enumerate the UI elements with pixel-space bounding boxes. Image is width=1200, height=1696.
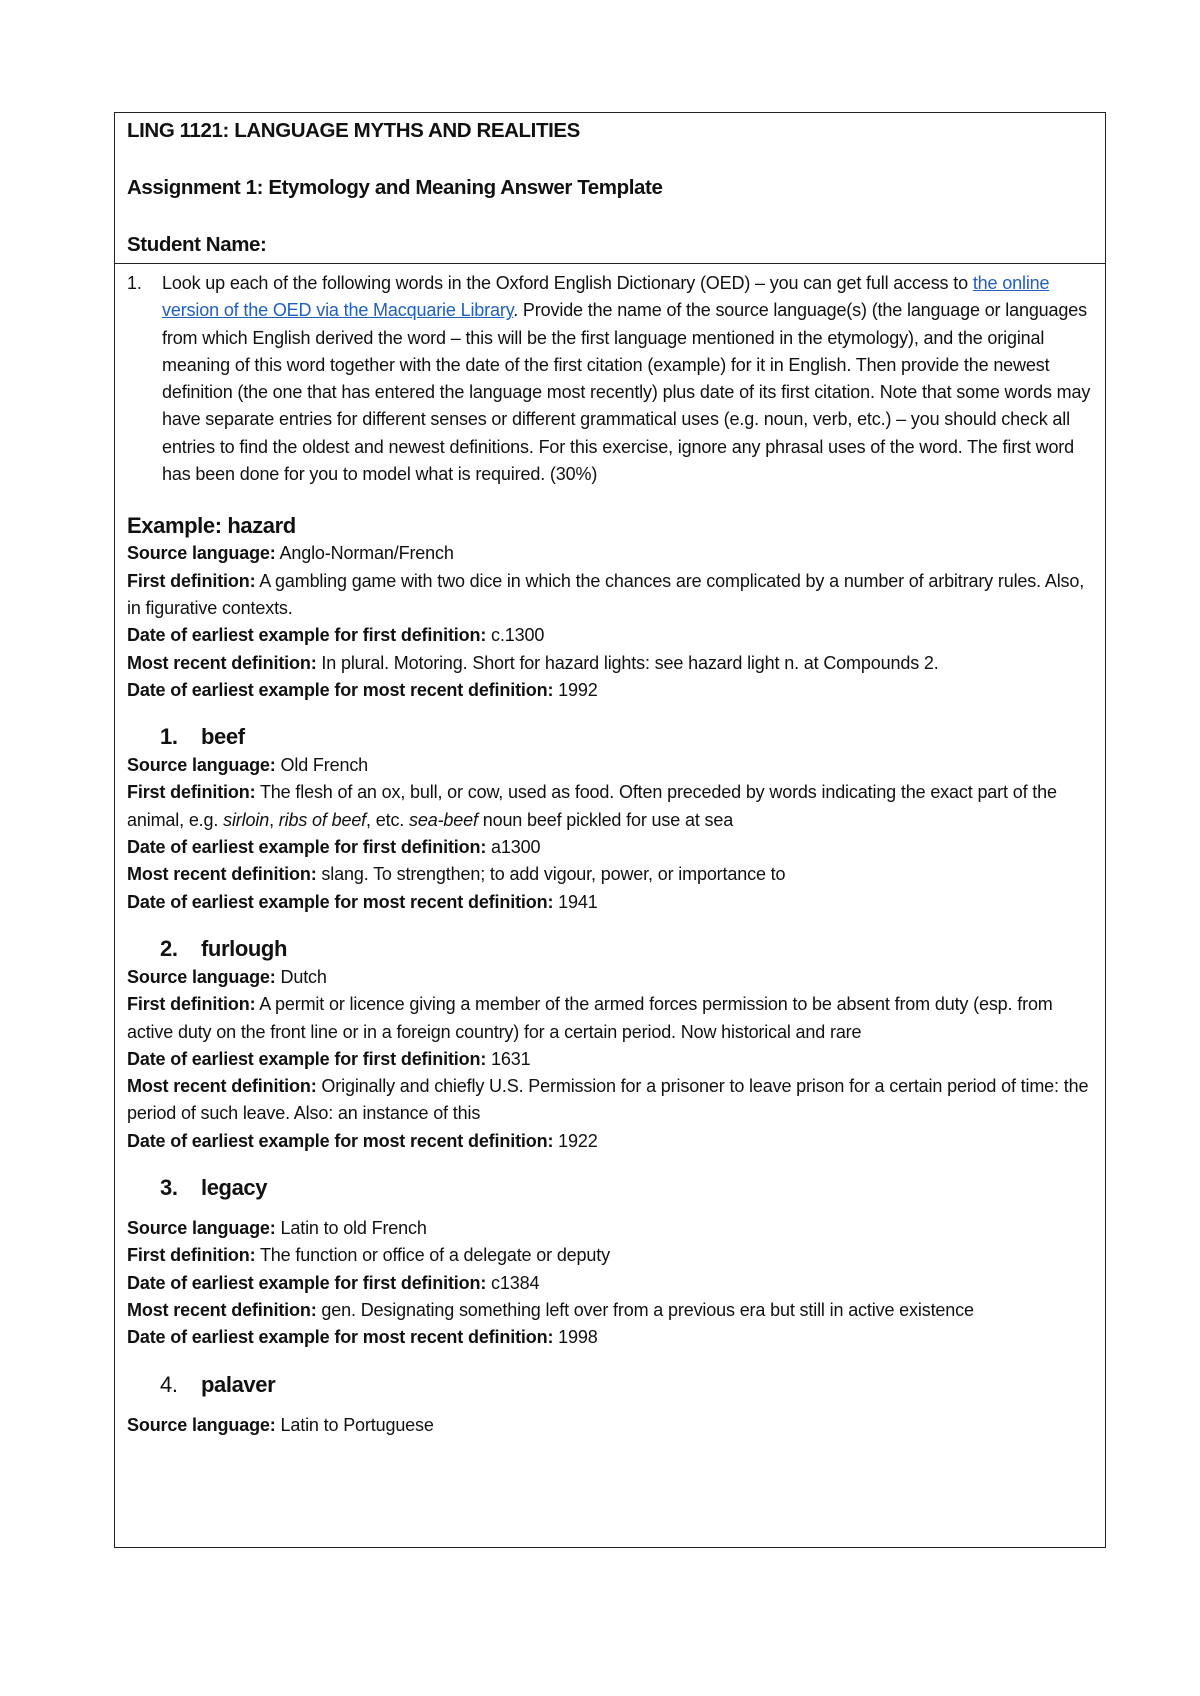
first-date-label: Date of earliest example for first definition: (127, 625, 487, 646)
task-text (162, 270, 1093, 488)
recent-date-value: 1941 (553, 891, 598, 912)
source-value: Old French (275, 755, 369, 776)
first-date-value: c.1300 (486, 625, 545, 646)
first-def-italic: ribs of beef (278, 809, 367, 830)
task-number: 1. (127, 273, 142, 293)
answer-table (114, 112, 1106, 1548)
source-value: Dutch (275, 966, 327, 987)
first-def-label: First definition: (127, 570, 256, 591)
recent-date-label: Date of earliest example for most recent definition: (127, 891, 554, 912)
first-date-label: Date of earliest example for first definition: (127, 1272, 487, 1293)
first-def-value: , (269, 809, 279, 830)
answers-cell (115, 264, 1105, 1547)
word-number: 4. (160, 1371, 178, 1397)
first-def-value: The flesh of an ox, bull, or cow, used as food. Often preceded by words indicating the exact part of the animal, e.g. (127, 782, 1057, 830)
palaver-source (127, 1412, 1093, 1439)
first-date-value: c1384 (486, 1272, 540, 1293)
first-def-label: First definition: (127, 1245, 256, 1266)
legacy-first-def (127, 1242, 1093, 1269)
first-def-value: The function or office of a delegate or deputy (255, 1245, 610, 1266)
word-title: furlough (201, 935, 287, 961)
first-def-italic: sea-beef (409, 809, 478, 830)
recent-date-value: 1922 (553, 1130, 598, 1151)
example-heading: Example: hazard (127, 513, 296, 539)
first-def-value: , etc. (366, 809, 410, 830)
furlough-first-def (127, 991, 1093, 1046)
furlough-first-date (127, 1046, 1093, 1073)
course-title: LING 1121: LANGUAGE MYTHS AND REALITIES (127, 119, 580, 142)
header-cell (115, 113, 1105, 264)
recent-def-value: gen. Designating something left over from a previous era but still in active existence (316, 1299, 974, 1320)
beef-recent-def (127, 861, 1093, 888)
first-def-value: A permit or licence giving a member of the armed forces permission to be absent from duty (esp. from active duty on the front line or in a foreign country) for a certain period. Now historical and rare (127, 994, 1053, 1042)
first-date-label: Date of earliest example for first definition: (127, 837, 487, 858)
first-def-label: First definition: (127, 994, 256, 1015)
recent-def-label: Most recent definition: (127, 1299, 317, 1320)
legacy-recent-date (127, 1324, 1093, 1351)
word-number: 1. (160, 724, 178, 750)
word-title: beef (201, 724, 245, 750)
recent-date-value: 1998 (553, 1327, 598, 1348)
assignment-title: Assignment 1: Etymology and Meaning Answer Template (127, 176, 663, 199)
source-value: Latin to Portuguese (275, 1414, 434, 1435)
source-value: Anglo-Norman/French (275, 543, 454, 564)
recent-date-label: Date of earliest example for most recent definition: (127, 1327, 554, 1348)
legacy-source (127, 1215, 1093, 1242)
beef-source (127, 752, 1093, 779)
word-title: legacy (201, 1175, 268, 1201)
recent-date-label: Date of earliest example for most recent definition: (127, 1130, 554, 1151)
example-recent-def (127, 650, 1093, 677)
source-label: Source language: (127, 1218, 276, 1239)
source-label: Source language: (127, 755, 276, 776)
recent-def-label: Most recent definition: (127, 864, 317, 885)
first-date-value: 1631 (486, 1048, 531, 1069)
legacy-first-date (127, 1270, 1093, 1297)
oed-library-link[interactable]: the online version of the OED via the Macquarie Library (162, 273, 1050, 321)
source-label: Source language: (127, 543, 276, 564)
recent-def-value: slang. To strengthen; to add vigour, power, or importance to (316, 864, 786, 885)
recent-def-label: Most recent definition: (127, 1076, 317, 1097)
beef-first-date (127, 834, 1093, 861)
furlough-source (127, 964, 1093, 991)
recent-def-label: Most recent definition: (127, 652, 317, 673)
example-first-def (127, 568, 1093, 623)
recent-def-value: In plural. Motoring. Short for hazard lights: see hazard light n. at Compounds 2. (316, 652, 939, 673)
first-def-italic: sirloin (223, 809, 270, 830)
legacy-recent-def (127, 1297, 1093, 1324)
word-heading-furlough (127, 935, 1093, 963)
source-label: Source language: (127, 966, 276, 987)
recent-date-label: Date of earliest example for most recent definition: (127, 679, 554, 700)
task-instructions (127, 270, 1093, 488)
word-title: palaver (201, 1371, 276, 1397)
source-label: Source language: (127, 1414, 276, 1435)
task-text-part: . Provide the name of the source language(s) (the language or languages from which English derived the word – this will be the first language mentioned in the etymology), and the original meaning of this word together with the date of the first citation (example) for it in English. Then provide the newest definition (the one that has entered the language most recently) plus date of its first citation. Note that some words may have separate entries for different senses or different grammatical uses (e.g. noun, verb, etc.) – you should check all entries to find the oldest and newest definitions. For this exercise, ignore any phrasal uses of the word. The first word has been done for you to model what is required. (30%) (162, 300, 1091, 485)
recent-date-value: 1992 (553, 679, 598, 700)
word-heading-beef (127, 723, 1093, 751)
first-def-value: A gambling game with two dice in which the chances are complicated by a number of arbitrary rules. Also, in figurative contexts. (127, 570, 1085, 618)
example-recent-date (127, 677, 1093, 704)
word-number: 2. (160, 935, 178, 961)
recent-def-value: Originally and chiefly U.S. Permission for a prisoner to leave prison for a certain period of time: the period of such leave. Also: an instance of this (127, 1076, 1089, 1124)
first-date-value: a1300 (486, 837, 541, 858)
student-name-label: Student Name: (127, 233, 267, 256)
task-text-part: Look up each of the following words in the Oxford English Dictionary (OED) – you can get full access to (162, 273, 973, 293)
example-first-date (127, 622, 1093, 649)
beef-first-def (127, 779, 1093, 834)
word-heading-palaver (127, 1371, 1093, 1399)
word-number: 3. (160, 1175, 178, 1201)
first-date-label: Date of earliest example for first definition: (127, 1048, 487, 1069)
source-value: Latin to old French (275, 1218, 427, 1239)
word-heading-legacy (127, 1174, 1093, 1202)
example-source (127, 540, 1093, 567)
beef-recent-date (127, 889, 1093, 916)
furlough-recent-date (127, 1128, 1093, 1155)
first-def-value: noun beef pickled for use at sea (477, 809, 734, 830)
first-def-label: First definition: (127, 782, 256, 803)
furlough-recent-def (127, 1073, 1093, 1128)
